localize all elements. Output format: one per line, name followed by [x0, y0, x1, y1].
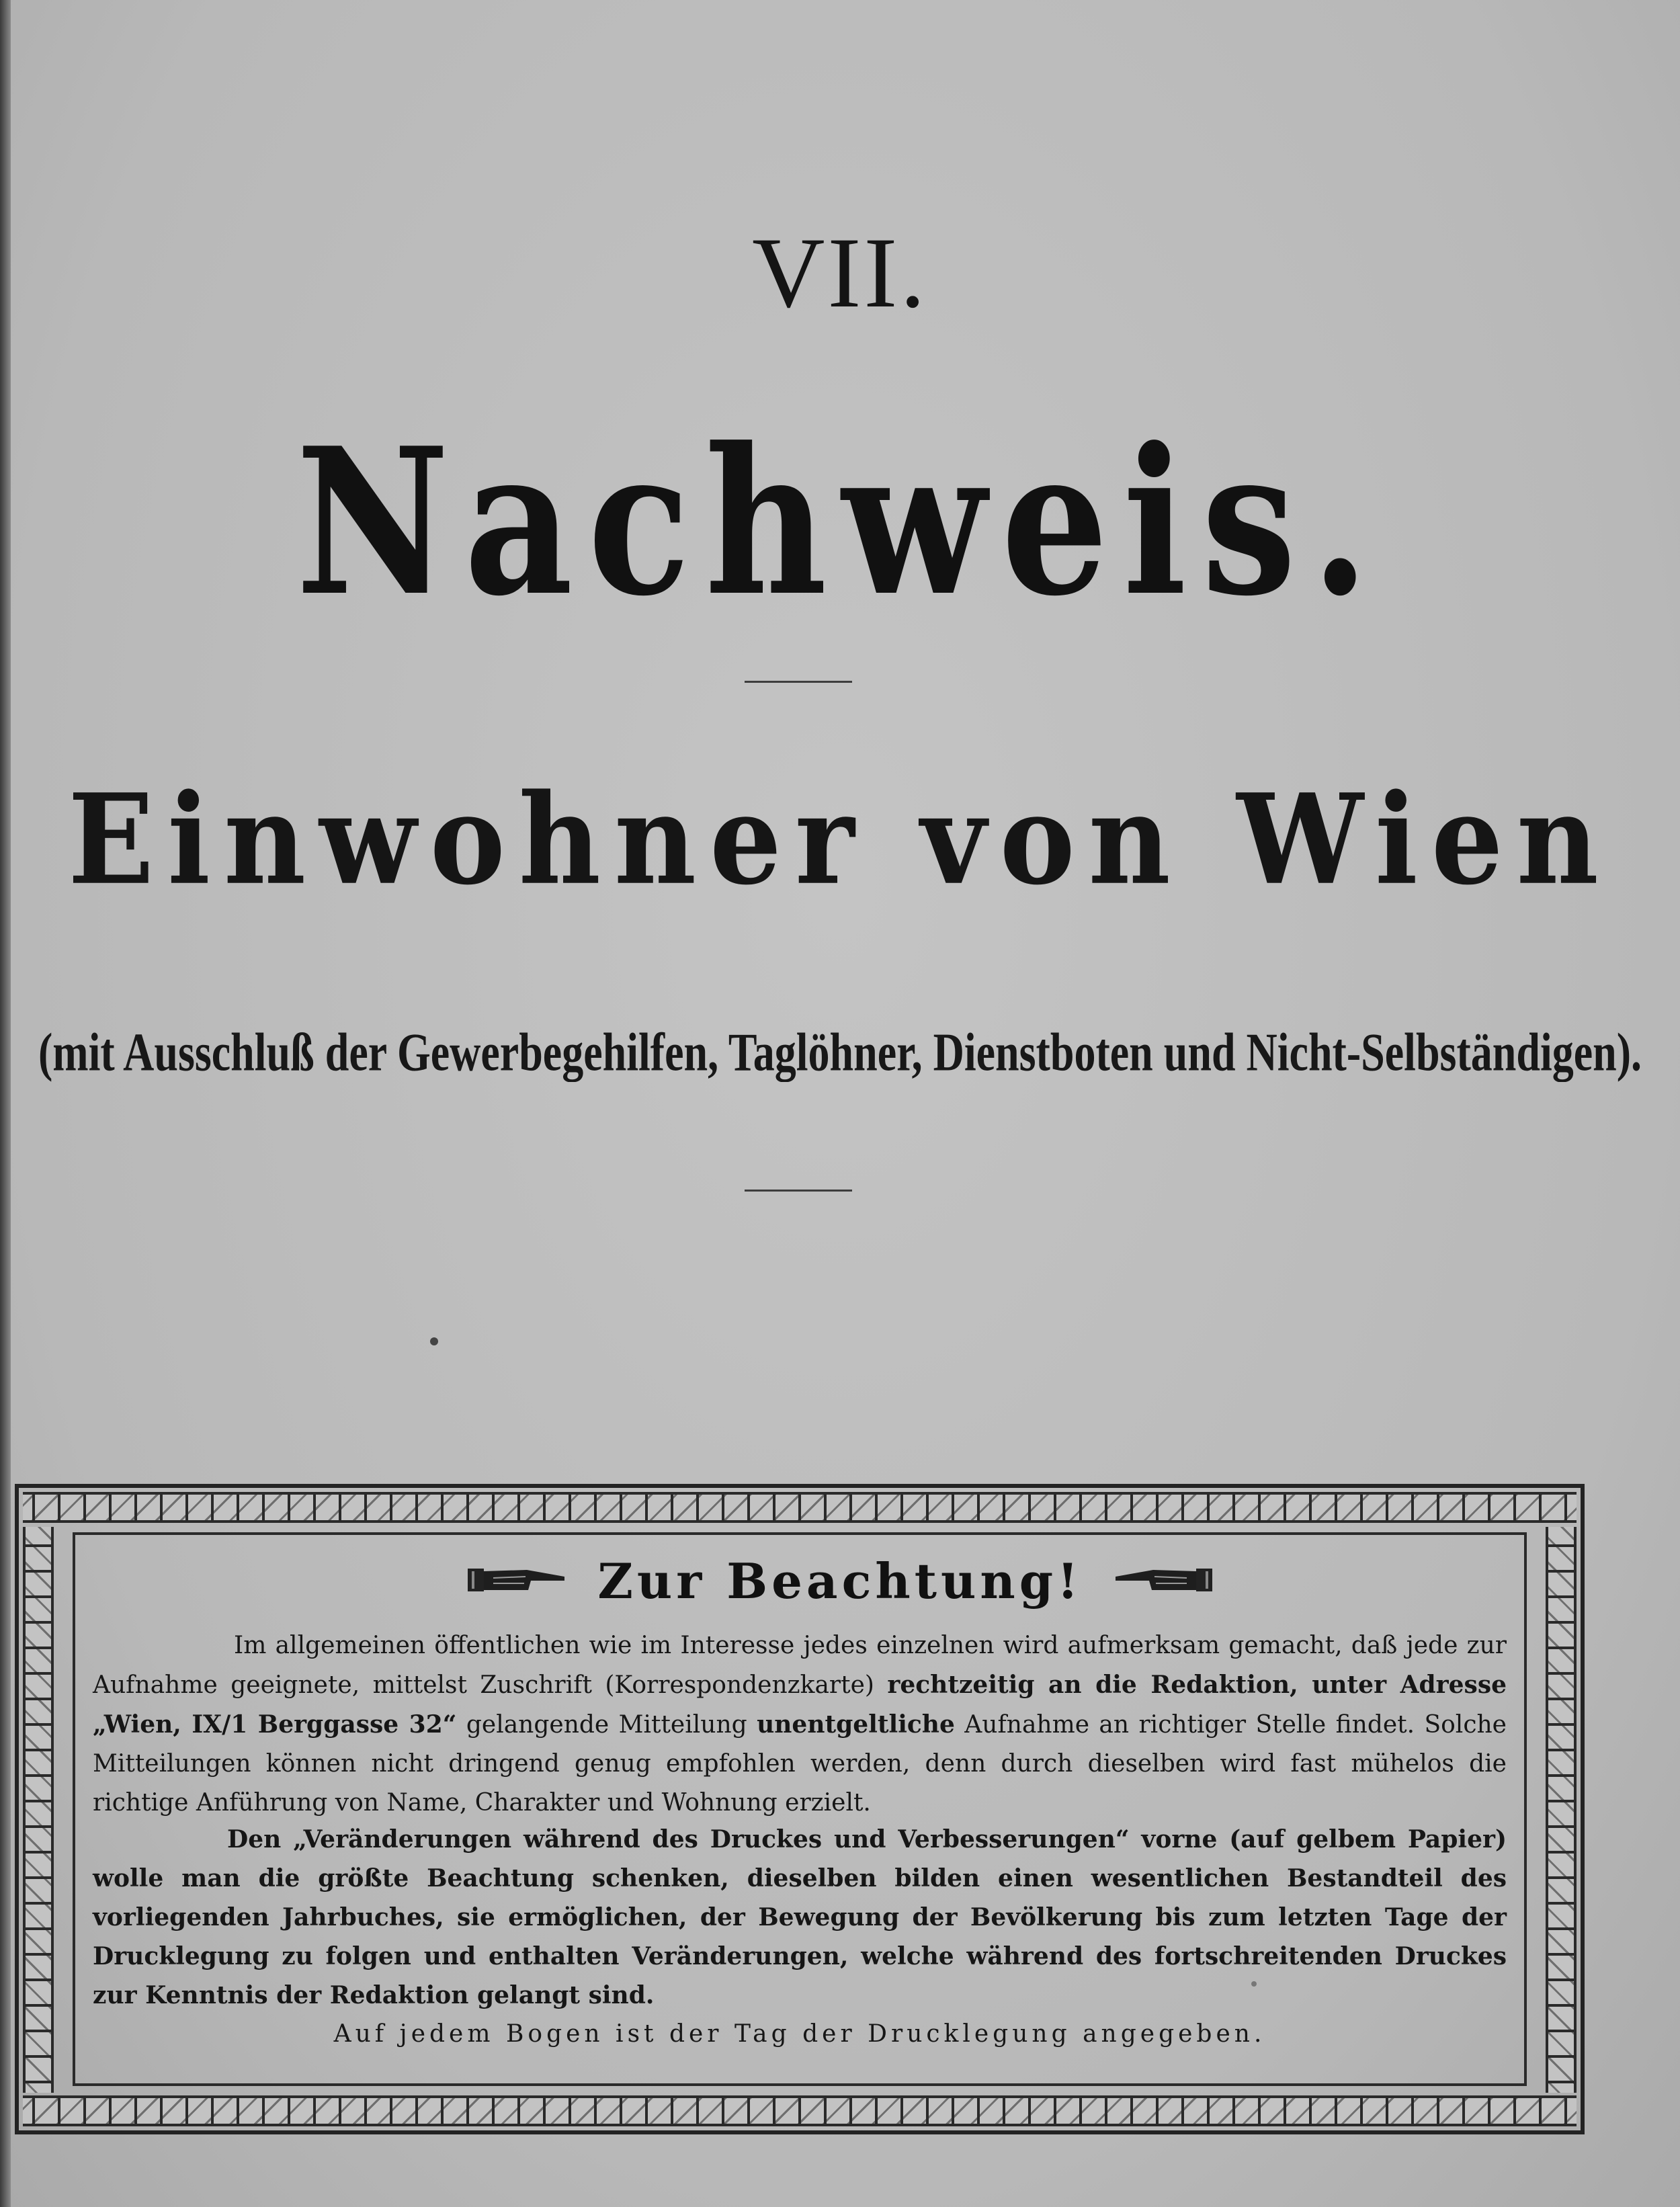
notice-free-emphasis: unentgeltliche: [757, 1710, 955, 1739]
notice-paragraph-3: Auf jedem Bogen ist der Tag der Drucklegung angegeben.: [333, 2020, 1266, 2048]
ornament-border-right: [1546, 1527, 1577, 2093]
exclusion-note: (mit Ausschluß der Gewerbegehilfen, Taglöhner, Dienstboten und Nicht-Selbständigen).: [38, 1022, 1642, 1082]
notice-heading: [0, 1552, 1680, 1610]
page-title: Nachweis.: [296, 403, 1384, 640]
divider-rule-top: [745, 681, 852, 683]
notice-address-emphasis: rechtzeitig an die Redaktion, unter Adresse „Wien, IX/1 Berggasse 32“: [93, 1671, 1507, 1739]
ornament-border-bottom: [23, 2095, 1577, 2126]
notice-text: Im allgemeinen öffentlichen wie im Interesse jedes einzelnen wird aufmerksam gemacht, daß jede zur Aufnahme geeignete, mittelst Zuschrift (Korrespondenzkarte): [93, 1632, 1507, 1699]
print-speck: [430, 1337, 438, 1345]
notice-text: Aufnahme an richtiger Stelle findet. Solche Mitteilungen können nicht dringend genug empfohlen werden, denn durch dieselben wird fast mühelos die richtige Anführung von Name, Charakter und Wohnung erzielt.: [93, 1711, 1507, 1817]
ornament-border-left: [23, 1527, 54, 2093]
page-edge-shadow: [0, 0, 11, 2207]
divider-rule-bottom: [745, 1190, 852, 1192]
notice-text: gelangende Mitteilung: [456, 1711, 757, 1739]
notice-paragraph-1: [93, 1626, 1507, 1823]
page-subtitle: Einwohner von Wien: [68, 766, 1612, 913]
ornament-border-top: [23, 1492, 1577, 1523]
section-number: VII.: [752, 217, 928, 329]
pointing-hand-right-icon: [466, 1563, 567, 1599]
notice-paragraph-2: Den „Veränderungen während des Druckes und Verbesserungen“ vorne (auf gelbem Papier) wolle man die größte Beachtung schenken, dieselben bilden einen wesentlichen Bestandteil des vorliegenden Jahrbuches, sie ermöglichen, der Bewegung der Bevölkerung bis zum letzten Tage der Drucklegung zu folgen und enthalten Veränderungen, welche während des fortschreitenden Druckes zur Kenntnis der Redaktion gelangt sind.: [93, 1825, 1507, 2009]
pointing-hand-left-icon: [1113, 1563, 1214, 1599]
notice-title: Zur Beachtung!: [597, 1552, 1083, 1610]
